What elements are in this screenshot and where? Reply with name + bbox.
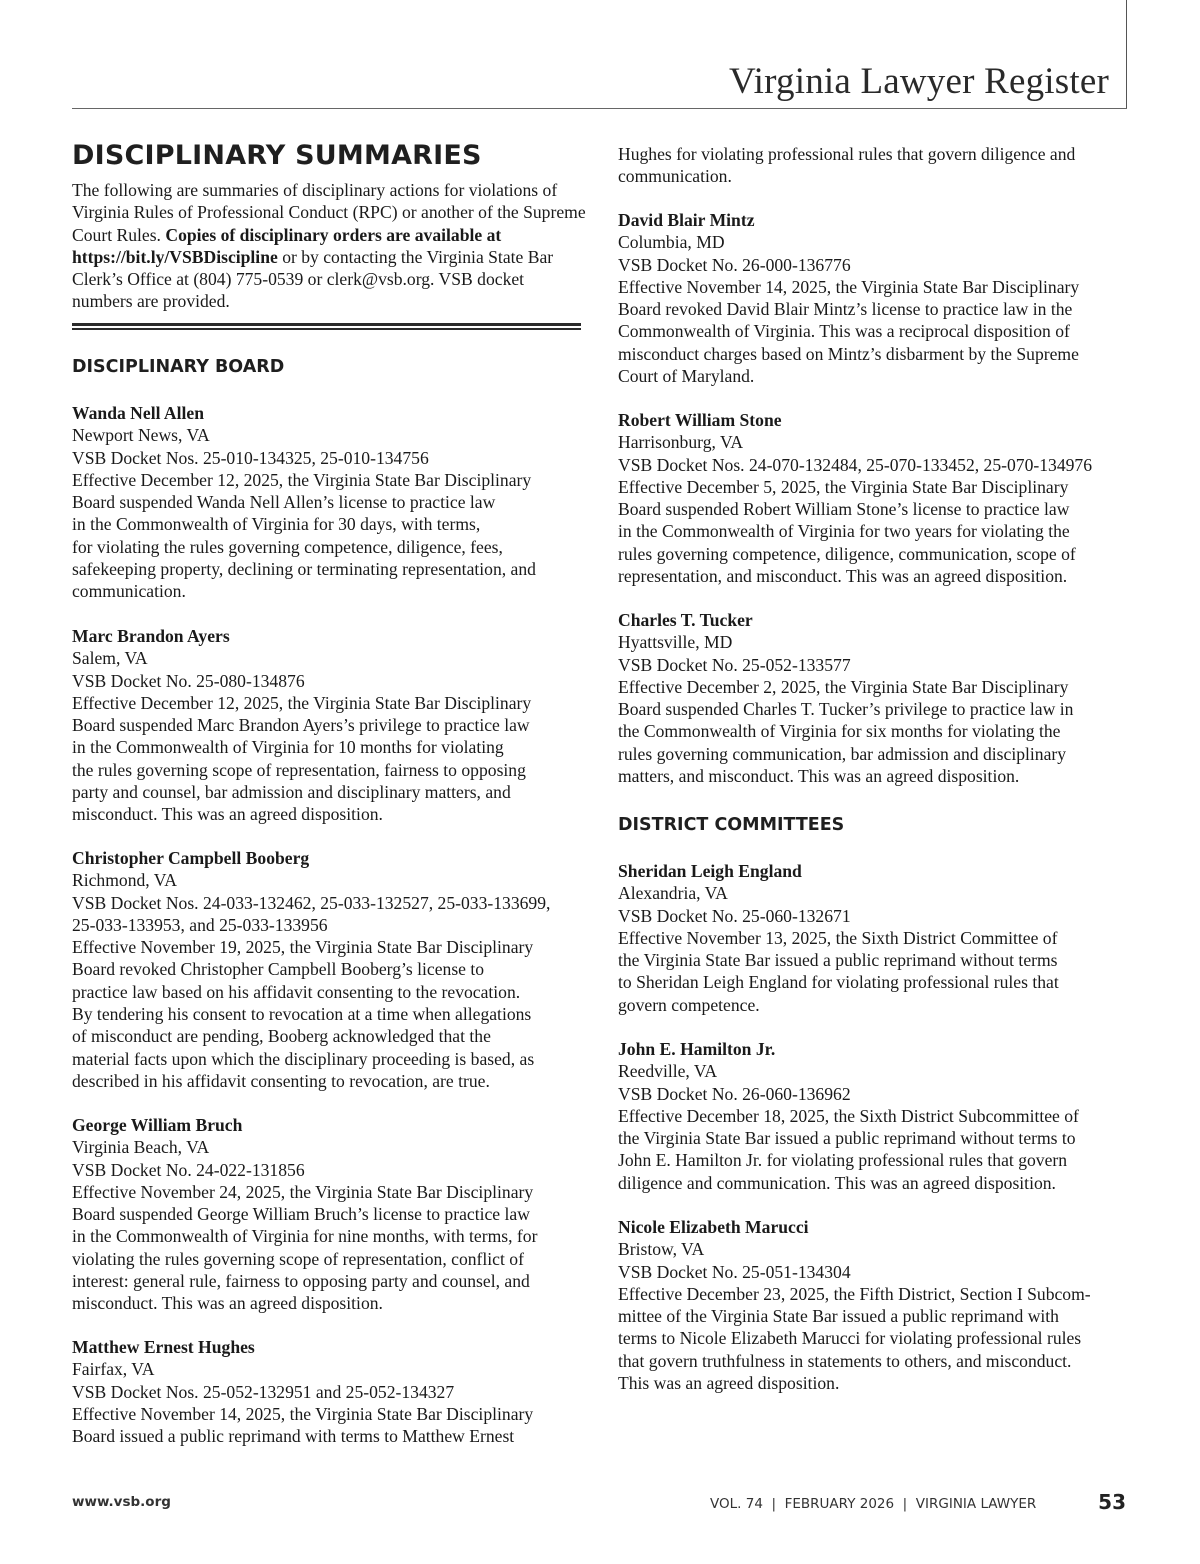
entry-text-line: communication. [72,581,186,602]
entry-name: Charles T. Tucker [618,610,753,630]
entry-name: John E. Hamilton Jr. [618,1039,776,1059]
entry-text-line: Effective December 5, 2025, the Virginia State Bar Disciplinary [618,476,1069,497]
entry-david-blair-mintz [618,209,1132,387]
entry-text-line: violating the rules governing scope of representation, conflict of [72,1248,524,1269]
entry-text-line: Board suspended Robert William Stone’s license to practice law [618,499,1070,520]
entry-text-line: terms to Nicole Elizabeth Marucci for violating professional rules [618,1328,1082,1349]
entry-text-line: in the Commonwealth of Virginia for nine months, with terms, for [72,1226,538,1247]
entry-text-line: diligence and communication. This was an agreed disposition. [618,1172,1056,1193]
entry-text-line: the rules governing scope of representation, fairness to opposing [72,759,526,780]
entry-text-line: This was an agreed disposition. [618,1373,840,1394]
entry-text-line: Board suspended Wanda Nell Allen’s license to practice law [72,492,496,513]
section-heading-district: DISTRICT COMMITTEES [618,815,845,835]
entry-name: Sheridan Leigh England [618,861,802,881]
intro-link-text[interactable]: Copies of disciplinary orders are available at https://bit.ly/VSBDiscipline [72,224,502,267]
entry-text-line: misconduct. This was an agreed disposition. [72,1293,383,1314]
entry-location: Columbia, MD [618,232,725,253]
entry-text-line: communication. [618,166,732,187]
entry-text-line: Board revoked Christopher Campbell Booberg’s license to [72,959,485,980]
entry-docket: VSB Docket No. 25-060-132671 [618,905,851,926]
entry-nicole-elizabeth-marucci [618,1216,1132,1394]
entry-docket: VSB Docket Nos. 25-010-134325, 25-010-134756 [72,447,429,468]
entry-robert-william-stone [618,409,1132,587]
entry-text-line: the Virginia State Bar issued a public reprimand without terms [618,950,1058,971]
entry-text-line: Hughes for violating professional rules that govern diligence and [618,144,1076,164]
entry-name: David Blair Mintz [618,210,755,230]
entry-text-line: Commonwealth of Virginia. This was a reciprocal disposition of [618,321,1070,342]
section-double-rule [72,323,581,330]
entry-text-line: material facts upon which the disciplinary proceeding is based, as [72,1048,535,1069]
page-number: 53 [1098,1490,1126,1514]
entry-text-line: Effective November 24, 2025, the Virginia State Bar Disciplinary [72,1181,534,1202]
entry-matthew-ernest-hughes [72,1336,586,1447]
entry-text-line: Effective December 18, 2025, the Sixth District Subcommittee of [618,1105,1079,1126]
entry-text-line: of misconduct are pending, Booberg acknowledged that the [72,1026,491,1047]
entry-sheridan-leigh-england [618,860,1132,1016]
entry-location: Salem, VA [72,648,148,669]
entry-location: Virginia Beach, VA [72,1137,210,1158]
entry-location: Richmond, VA [72,870,177,891]
entry-text-line: rules governing competence, diligence, communication, scope of [618,543,1076,564]
entry-text-line: party and counsel, bar admission and disciplinary matters, and [72,782,511,803]
entry-text-line: the Commonwealth of Virginia for six months for violating the [618,721,1061,742]
entry-text-line: Court of Maryland. [618,366,755,387]
entry-text-line: in the Commonwealth of Virginia for 10 months for violating [72,737,504,758]
entry-name: Christopher Campbell Booberg [72,848,310,868]
entry-text-line: to Sheridan Leigh England for violating professional rules that [618,972,1059,993]
entry-docket: VSB Docket No. 26-060-136962 [618,1083,851,1104]
entry-name: Wanda Nell Allen [72,403,204,423]
entry-text-line: representation, and misconduct. This was an agreed disposition. [618,566,1068,587]
entry-christopher-campbell-booberg [72,847,586,1092]
entry-docket: VSB Docket No. 25-051-134304 [618,1261,851,1282]
entry-name: Matthew Ernest Hughes [72,1337,255,1357]
entry-text-line: Board suspended Marc Brandon Ayers’s privilege to practice law [72,715,530,736]
entry-name: Robert William Stone [618,410,782,430]
masthead-rule [72,108,1127,109]
section-heading-board: DISCIPLINARY BOARD [72,357,285,377]
entry-text-line: that govern truthfulness in statements to others, and misconduct. [618,1350,1072,1371]
entry-john-e-hamilton-jr [618,1038,1132,1194]
entry-docket: VSB Docket No. 25-052-133577 [618,654,851,675]
entry-location: Bristow, VA [618,1239,705,1260]
entry-text-line: for violating the rules governing competence, diligence, fees, [72,536,503,557]
entry-text-line: Effective December 12, 2025, the Virginia State Bar Disciplinary [72,692,532,713]
entry-docket: VSB Docket No. 25-080-134876 [72,670,305,691]
entry-text-line: Effective December 12, 2025, the Virginia State Bar Disciplinary [72,469,532,490]
entry-text-line: Board suspended George William Bruch’s license to practice law [72,1204,530,1225]
entry-marc-brandon-ayers [72,625,586,826]
intro-text-a: The following are summaries of disciplinary actions for violations of Virginia Rules of Professional Conduct (RPC) or another of the Supreme Court Rules. [72,180,586,245]
entry-text-line: described in his affidavit consenting to revocation, are true. [72,1070,490,1091]
entry-location: Alexandria, VA [618,883,728,904]
entry-wanda-nell-allen [72,402,586,603]
entry-docket: VSB Docket Nos. 25-052-132951 and 25-052-134327 [72,1381,455,1402]
entry-text-line: Board suspended Charles T. Tucker’s privilege to practice law in [618,699,1074,720]
entry-docket: VSB Docket Nos. 24-070-132484, 25-070-133452, 25-070-134976 [618,454,1093,475]
entry-text-line: safekeeping property, declining or terminating representation, and [72,559,536,580]
entry-name: Marc Brandon Ayers [72,626,230,646]
entry-text-line: practice law based on his affidavit consenting to the revocation. [72,981,521,1002]
entry-name: Nicole Elizabeth Marucci [618,1217,809,1237]
entry-charles-t-tucker [618,609,1132,787]
entry-text-line: interest: general rule, fairness to opposing party and counsel, and [72,1271,530,1292]
entry-text-line: in the Commonwealth of Virginia for two years for violating the [618,521,1070,542]
entry-text-line: mittee of the Virginia State Bar issued a public reprimand with [618,1306,1059,1327]
entry-location: Reedville, VA [618,1061,718,1082]
entry-location: Fairfax, VA [72,1359,155,1380]
entry-text-line: By tendering his consent to revocation at a time when allegations [72,1004,532,1025]
entry-text-line: in the Commonwealth of Virginia for 30 days, with terms, [72,514,481,535]
entry-text-line: the Virginia State Bar issued a public reprimand without terms to [618,1128,1076,1149]
entry-text-line: John E. Hamilton Jr. for violating professional rules that govern [618,1150,1068,1171]
entry-docket: VSB Docket Nos. 24-033-132462, 25-033-132527, 25-033-133699, [72,892,551,913]
entry-location: Harrisonburg, VA [618,432,744,453]
intro-text-b: or by contacting the Virginia State Bar Clerk’s Office at (804) 775-0539 or clerk@vsb.org. VSB docket numbers are provided. [72,246,554,312]
entry-text-line: misconduct. This was an agreed disposition. [72,804,383,825]
intro-paragraph [72,179,586,313]
entry-text-line: rules governing communication, bar admission and disciplinary [618,743,1067,764]
entry-text-line: 25-033-133953, and 25-033-133956 [72,914,328,935]
entry-docket: VSB Docket No. 24-022-131856 [72,1159,305,1180]
entry-hughes-continuation [618,143,1132,188]
entry-text-line: Effective December 2, 2025, the Virginia State Bar Disciplinary [618,676,1069,697]
entry-george-william-bruch [72,1114,586,1315]
page-title: DISCIPLINARY SUMMARIES [72,140,482,171]
entry-text-line: govern competence. [618,994,760,1015]
masthead-vertical-rule [1126,0,1127,109]
entry-text-line: Board issued a public reprimand with terms to Matthew Ernest [72,1426,515,1447]
entry-docket: VSB Docket No. 26-000-136776 [618,254,851,275]
entry-location: Newport News, VA [72,425,210,446]
entry-text-line: Effective November 14, 2025, the Virginia State Bar Disciplinary [618,276,1080,297]
footer-website-link[interactable]: www.vsb.org [72,1494,171,1510]
entry-name: George William Bruch [72,1115,243,1135]
entry-text-line: Board revoked David Blair Mintz’s license to practice law in the [618,299,1073,320]
entry-text-line: misconduct charges based on Mintz’s disbarment by the Supreme [618,343,1079,364]
masthead-title: Virginia Lawyer Register [728,61,1109,102]
entry-text-line: Effective December 23, 2025, the Fifth District, Section I Subcom- [618,1283,1091,1304]
entry-location: Hyattsville, MD [618,632,733,653]
entry-text-line: Effective November 19, 2025, the Virginia State Bar Disciplinary [72,937,534,958]
entry-text-line: matters, and misconduct. This was an agreed disposition. [618,766,1020,787]
entry-text-line: Effective November 14, 2025, the Virginia State Bar Disciplinary [72,1403,534,1424]
footer-issue-info: VOL. 74 | FEBRUARY 2026 | VIRGINIA LAWYER [710,1496,1037,1512]
entry-text-line: Effective November 13, 2025, the Sixth District Committee of [618,927,1058,948]
